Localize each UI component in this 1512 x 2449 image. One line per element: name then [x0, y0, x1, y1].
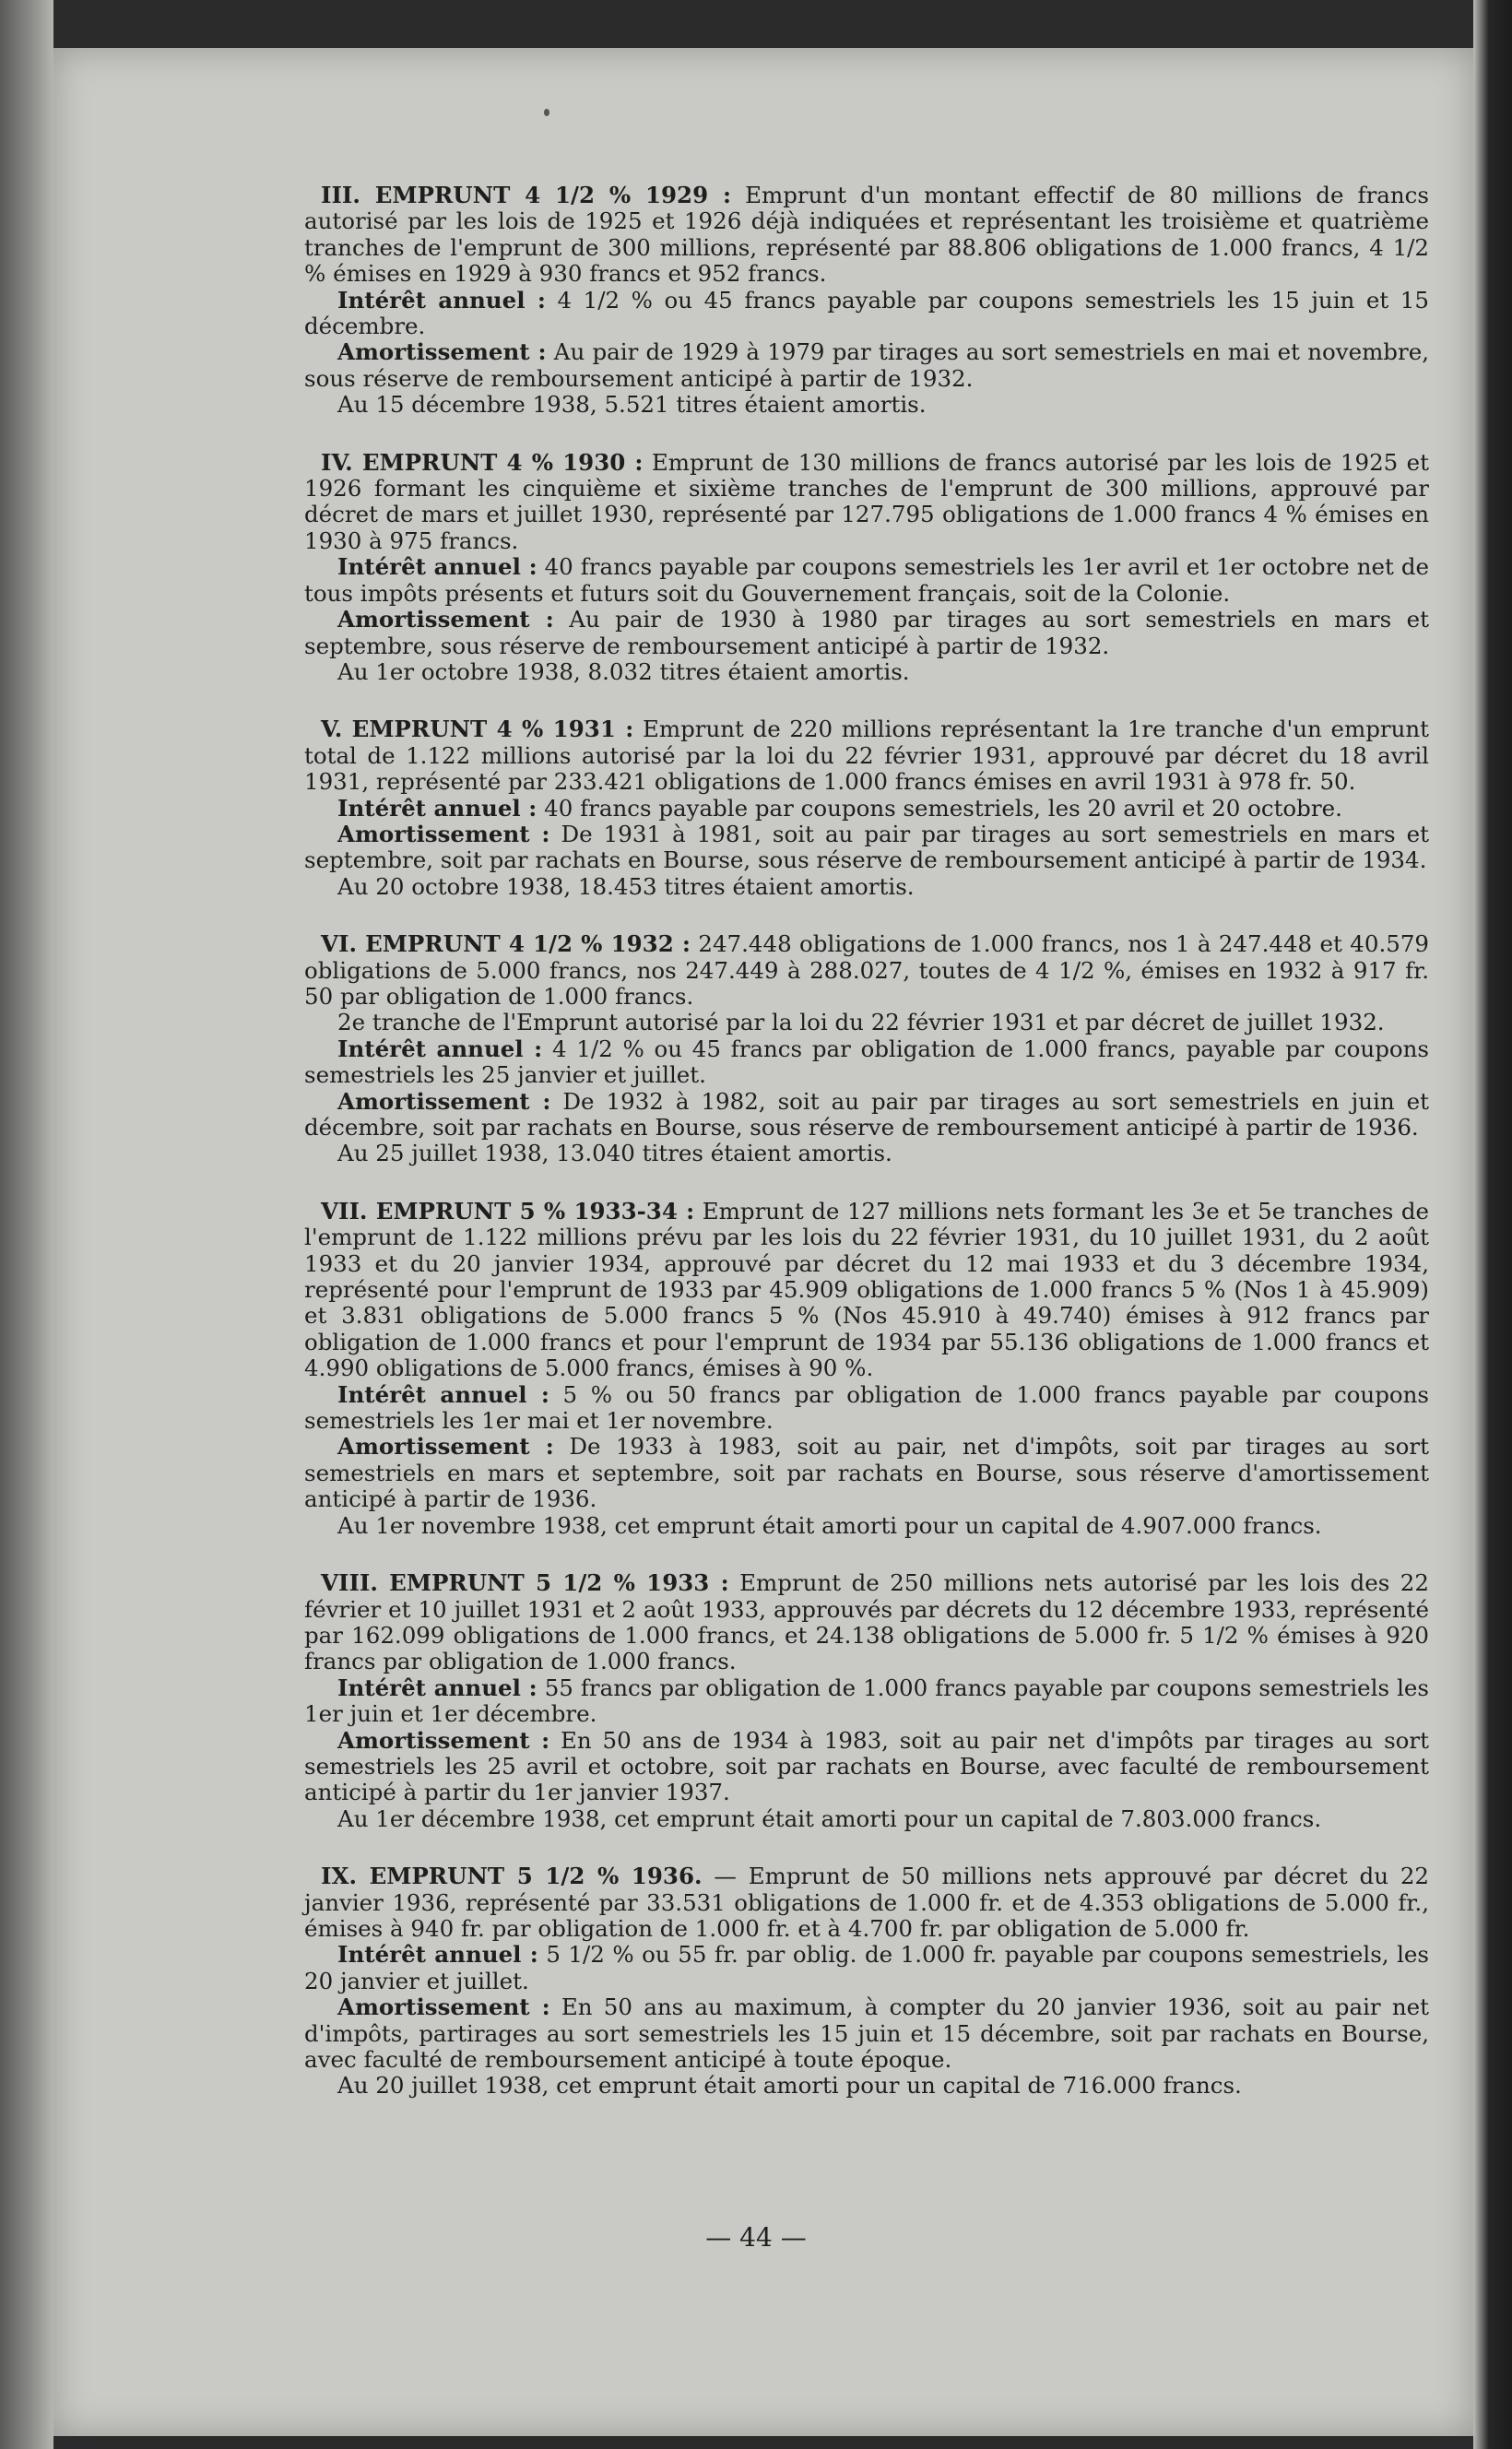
status-text: Au 25 juillet 1938, 13.040 titres étaient amortis.	[337, 1140, 892, 1167]
interest-label: Intérêt annuel :	[337, 1035, 543, 1062]
section-title: VII. EMPRUNT 5 % 1933-34 :	[321, 1197, 695, 1224]
section-iv	[304, 450, 1429, 686]
interest-text: 40 francs payable par coupons semestriels les 1er avril et 1er octobre net de tous impôts présents et futurs soit du Gouvernement français, soit de la Colonie.	[304, 553, 1429, 607]
amortization-label: Amortissement :	[337, 1087, 551, 1115]
section-intro: Emprunt de 250 millions nets autorisé par les lois des 22 février et 10 juillet 1931 et 2 août 1933, approuvés par décrets du 12 décembre 1933, représenté par 162.099 obligations de 1.000 francs, et 24.138 obligations de 5.000 fr. 5 1/2 % émises à 920 francs par obligation de 1.000 francs.	[304, 1569, 1429, 1675]
section-vi	[304, 931, 1429, 1167]
status-text: Au 20 octobre 1938, 18.453 titres étaient amortis.	[337, 872, 915, 900]
status-text: Au 1er décembre 1938, cet emprunt était amorti pour un capital de 7.803.000 francs.	[337, 1804, 1322, 1832]
interest-label: Intérêt annuel :	[337, 1674, 537, 1701]
amortization-text: De 1931 à 1981, soit au pair par tirages au sort semestriels en mars et septembre, soit par rachats en Bourse, sous réserve de remboursement anticipé à partir de 1934.	[304, 820, 1429, 874]
section-title: IX. EMPRUNT 5 1/2 % 1936.	[321, 1863, 703, 1890]
section-intro: — Emprunt de 50 millions nets approuvé par décret du 22 janvier 1936, représenté par 33.531 obligations de 1.000 fr. et de 4.353 obligations de 5.000 fr., émises à 940 fr. par obligation de 1.000 fr. et à 4.700 fr. par obligation de 5.000 fr.	[304, 1863, 1429, 1942]
section-extra: 2e tranche de l'Emprunt autorisé par la loi du 22 février 1931 et par décret de juillet 1932.	[337, 1009, 1385, 1036]
amortization-label: Amortissement :	[337, 1433, 554, 1461]
interest-label: Intérêt annuel :	[337, 1380, 549, 1408]
interest-label: Intérêt annuel :	[337, 286, 546, 314]
interest-label: Intérêt annuel :	[337, 794, 537, 822]
amortization-text: En 50 ans au maximum, à compter du 20 janvier 1936, soit au pair net d'impôts, partirages au sort semestriels les 15 juin et 15 décembre, soit par rachats en Bourse, avec faculté de remboursement anticipé à toute époque.	[304, 1994, 1429, 2073]
section-intro: Emprunt de 127 millions nets formant les 3e et 5e tranches de l'emprunt de 1.122 millions prévu par les lois du 22 février 1931, du 10 juillet 1931, du 2 août 1933 et du 20 janvier 1934, approuvé par décret du 12 mai 1933 et du 3 décembre 1934, représenté pour l'emprunt de 1933 par 45.909 obligations de 1.000 francs 5 % (Nos 1 à 45.909) et 3.831 obligations de 5.000 francs 5 % (Nos 45.910 à 49.740) émises à 912 francs par obligation de 1.000 francs et pour l'emprunt de 1934 par 55.136 obligations de 1.000 francs et 4.990 obligations de 5.000 francs, émises à 90 %.	[304, 1197, 1429, 1382]
section-title: III. EMPRUNT 4 1/2 % 1929 :	[321, 182, 731, 208]
amortization-text: De 1932 à 1982, soit au pair par tirages au sort semestriels en juin et décembre, soit par rachats en Bourse, sous réserve de remboursement anticipé à partir de 1936.	[304, 1087, 1430, 1141]
page-number: — 44 —	[705, 2222, 807, 2253]
section-intro: Emprunt de 130 millions de francs autorisé par les lois de 1925 et 1926 formant les cinquième et sixième tranches de l'emprunt de 300 millions, approuvé par décret de mars et juillet 1930, représenté par 127.795 obligations de 1.000 francs 4 % émises en 1930 à 975 francs.	[304, 448, 1429, 554]
status-text: Au 1er octobre 1938, 8.032 titres étaient amortis.	[337, 657, 910, 685]
section-intro: Emprunt de 220 millions représentant la 1re tranche d'un emprunt total de 1.122 millions autorisé par la loi du 22 février 1931, approuvé par décret du 18 avril 1931, représenté par 233.421 obligations de 1.000 francs émises en avril 1931 à 978 fr. 50.	[304, 716, 1429, 796]
section-title: V. EMPRUNT 4 % 1931 :	[321, 716, 634, 743]
interest-label: Intérêt annuel :	[337, 553, 537, 581]
book-left-edge	[0, 0, 53, 2449]
amortization-text: Au pair de 1929 à 1979 par tirages au sort semestriels en mai et novembre, sous réserve de remboursement anticipé à partir de 1932.	[304, 338, 1429, 392]
amortization-label: Amortissement :	[337, 338, 547, 366]
interest-text: 55 francs par obligation de 1.000 francs payable par coupons semestriels les 1er juin et 1er décembre.	[304, 1674, 1429, 1728]
section-intro: Emprunt d'un montant effectif de 80 millions de francs autorisé par les lois de 1925 et 1926 déjà indiquées et représentant les troisième et quatrième tranches de l'emprunt de 300 millions, représenté par 88.806 obligations de 1.000 francs, 4 1/2 % émises en 1929 à 930 francs et 952 francs.	[304, 182, 1429, 288]
section-title: IV. EMPRUNT 4 % 1930 :	[321, 448, 644, 476]
section-v	[304, 716, 1429, 900]
section-title: VIII. EMPRUNT 5 1/2 % 1933 :	[321, 1569, 729, 1597]
ink-speck	[544, 109, 549, 116]
section-iii	[304, 183, 1429, 419]
amortization-label: Amortissement :	[337, 1726, 550, 1754]
section-viii	[304, 1570, 1429, 1832]
interest-label: Intérêt annuel :	[337, 1941, 538, 1969]
status-text: Au 1er novembre 1938, cet emprunt était amorti pour un capital de 4.907.000 francs.	[337, 1511, 1322, 1539]
section-vii	[304, 1199, 1429, 1539]
status-text: Au 15 décembre 1938, 5.521 titres étaient amortis.	[337, 391, 927, 419]
page-body	[304, 183, 1429, 2131]
amortization-text: En 50 ans de 1934 à 1983, soit au pair net d'impôts par tirages au sort semestriels les 25 avril et octobre, soit par rachats en Bourse, avec faculté de remboursement anticipé à partir du 1er janvier 1937.	[304, 1726, 1429, 1806]
amortization-label: Amortissement :	[337, 820, 550, 847]
amortization-label: Amortissement :	[337, 1994, 550, 2021]
book-right-edge	[1473, 0, 1512, 2449]
amortization-label: Amortissement :	[337, 606, 554, 633]
status-text: Au 20 juillet 1938, cet emprunt était amorti pour un capital de 716.000 francs.	[337, 2072, 1242, 2100]
interest-text: 5 % ou 50 francs par obligation de 1.000 francs payable par coupons semestriels les 1er mai et 1er novembre.	[304, 1380, 1429, 1435]
interest-text: 4 1/2 % ou 45 francs payable par coupons semestriels les 15 juin et 15 décembre.	[304, 286, 1429, 340]
section-title: VI. EMPRUNT 4 1/2 % 1932 :	[321, 930, 691, 958]
section-ix	[304, 1863, 1429, 2100]
amortization-text: De 1933 à 1983, soit au pair, net d'impôts, soit par tirages au sort semestriels en mars et septembre, soit par rachats en Bourse, sous réserve d'amortissement anticipé à partir de 1936.	[304, 1433, 1429, 1513]
interest-text: 40 francs payable par coupons semestriels, les 20 avril et 20 octobre.	[544, 794, 1342, 822]
interest-text: 4 1/2 % ou 45 francs par obligation de 1.000 francs, payable par coupons semestriels les 25 janvier et juillet.	[304, 1035, 1429, 1089]
interest-text: 5 1/2 % ou 55 fr. par oblig. de 1.000 fr. payable par coupons semestriels, les 20 janvier et juillet.	[304, 1941, 1429, 1994]
section-intro: 247.448 obligations de 1.000 francs, nos 1 à 247.448 et 40.579 obligations de 5.000 francs, nos 247.449 à 288.027, toutes de 4 1/2 %, émises en 1932 à 917 fr. 50 par obligation de 1.000 francs.	[304, 930, 1429, 1010]
amortization-text: Au pair de 1930 à 1980 par tirages au sort semestriels en mars et septembre, sous réserve de remboursement anticipé à partir de 1932.	[304, 606, 1429, 659]
